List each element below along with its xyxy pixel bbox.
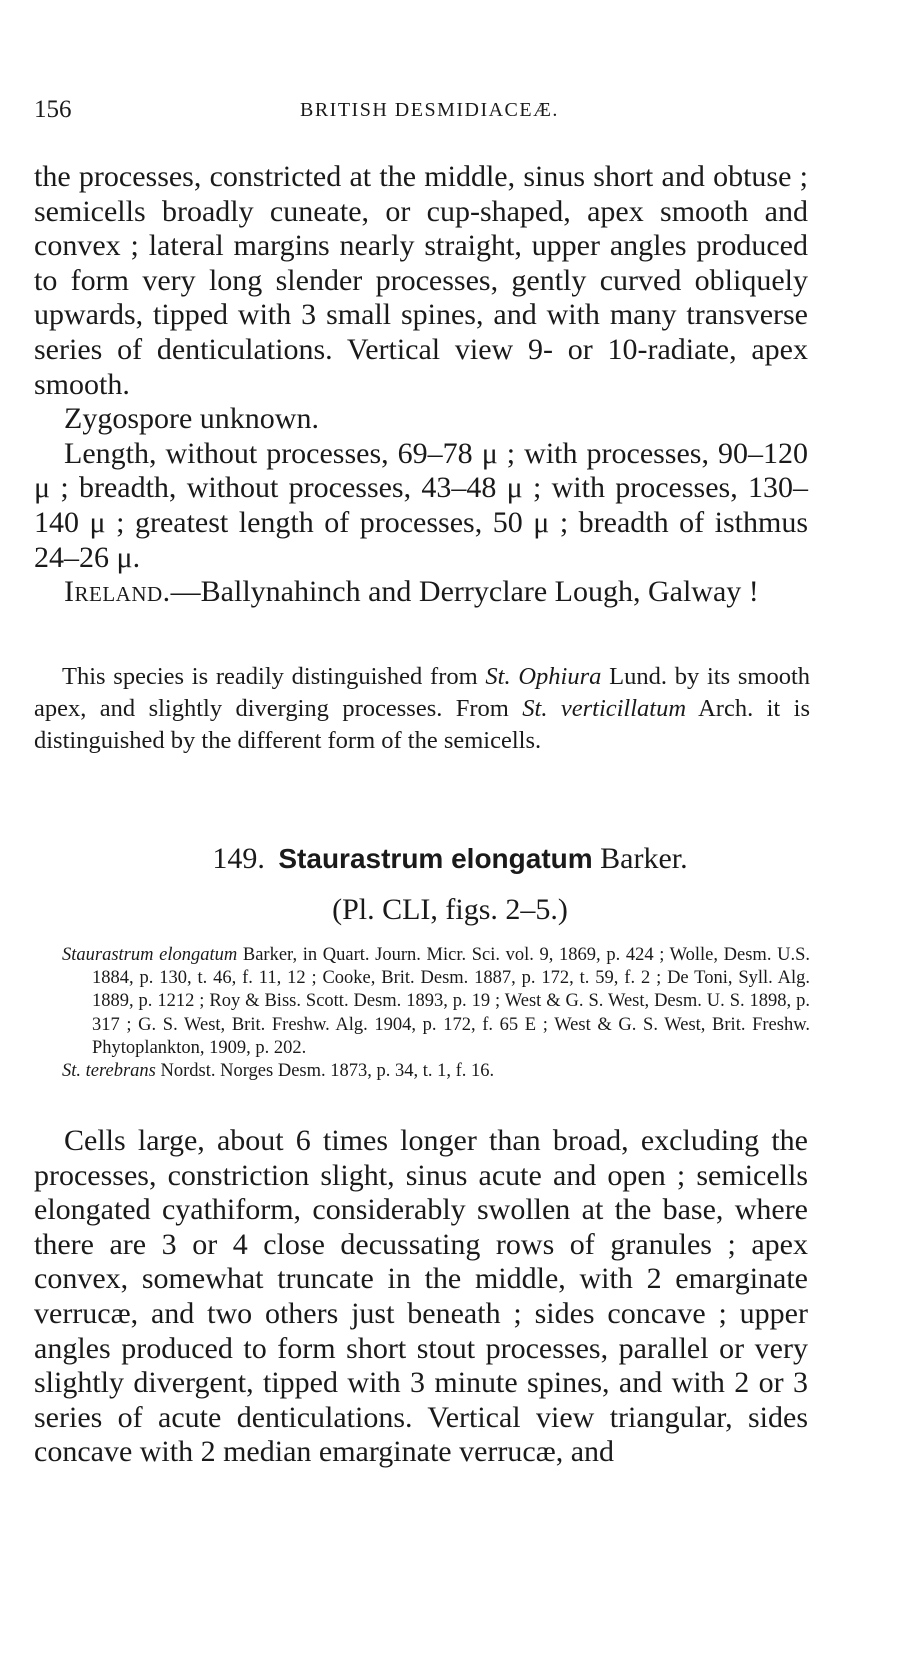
note-species-1: St. Ophiura [485, 663, 602, 690]
note-paragraph [34, 661, 810, 757]
note-text-1: This species is readily distinguished from [62, 663, 486, 690]
species-description [34, 1124, 808, 1470]
distribution-text: —Ballynahinch and Derryclare Lough, Galway ! [170, 575, 759, 609]
note-text-2: Lund. by its smooth apex, and slightly diverging processes. From [34, 663, 810, 722]
description-paragraph: the processes, constricted at the middle, sinus short and obtuse ; semicells broadly cuneate, or cup-shaped, apex smooth and convex ; lateral margins nearly straight, upper angles produced to form very long slender processes, gently curved obliquely upwards, tipped with 3 small spines, and with many transverse series of denticulations. Vertical view 9- or 10-radiate, apex smooth. [34, 160, 808, 401]
distribution-paragraph [34, 575, 808, 610]
species-heading [0, 842, 900, 876]
note-text-3: Arch. it is distinguished by the different form of the semicells. [34, 695, 810, 754]
comparison-note [34, 661, 810, 757]
synonymy-entry [62, 944, 810, 1060]
synonymy-block [62, 944, 810, 1083]
running-head [34, 96, 834, 130]
description-paragraph: Cells large, about 6 times longer than broad, excluding the processes, constriction slight, sinus acute and open ; semicells elongated cyathiform, considerably swollen at the base, where there are 3 or 4 close decussating rows of granules ; apex convex, somewhat truncate in the middle, with 2 emarginate verrucæ, and two others just beneath ; sides concave ; upper angles produced to form short stout processes, parallel or very slightly divergent, tipped with 3 minute spines, and with 2 or 3 series of acute denticulations. Vertical view triangular, sides concave with 2 median emarginate verrucæ, and [34, 1124, 808, 1469]
measurements-paragraph: Length, without processes, 69–78 μ ; with processes, 90–120 μ ; breadth, without processes, 43–48 μ ; with processes, 130–140 μ ; greatest length of processes, 50 μ ; breadth of isthmus 24–26 μ. [34, 436, 808, 574]
synonym-name: Staurastrum elongatum [62, 945, 238, 965]
species-number: 149. [212, 842, 265, 875]
synonym-name: St. terebrans [62, 1061, 156, 1082]
zygospore-line: Zygospore unknown. [64, 402, 319, 436]
note-species-2: St. verticillatum [522, 695, 687, 722]
plate-reference: (Pl. CLI, figs. 2–5.) [332, 893, 568, 926]
distribution-region: Ireland. [64, 575, 171, 609]
synonym-citations: Barker, in Quart. Journ. Micr. Sci. vol. 9, 1869, p. 424 ; Wolle, Desm. U.S. 1884, p. 130, t. 46, f. 11, 12 ; Cooke, Brit. Desm. 1887, p. 172, t. 59, f. 2 ; De Toni, Syll. Alg. 1889, p. 1212 ; Roy & Biss. Scott. Desm. 1893, p. 19 ; West & G. S. West, Desm. U. S. 1898, p. 317 ; G. S. West, Brit. Freshw. Alg. 1904, p. 172, f. 65 E ; West & G. S. West, Brit. Freshw. Phytoplankton, 1909, p. 202. [92, 945, 810, 1058]
species-author: Barker. [600, 842, 688, 875]
species-name: Staurastrum elongatum [278, 843, 593, 874]
continued-description [34, 160, 808, 610]
running-title: BRITISH DESMIDIACEÆ. [300, 99, 559, 121]
synonym-citations: Nordst. Norges Desm. 1873, p. 34, t. 1, f. 16. [155, 1061, 495, 1082]
synonymy-entry [62, 1060, 810, 1083]
page-number: 156 [34, 96, 72, 123]
